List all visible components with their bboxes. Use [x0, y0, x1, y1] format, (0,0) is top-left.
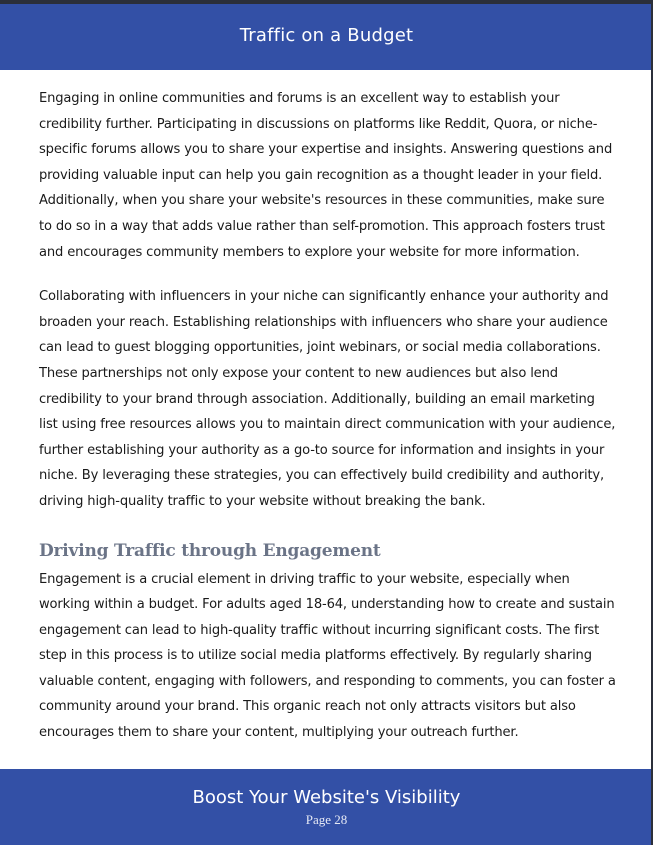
body-paragraph-1: Engaging in online communities and forums is an excellent way to establish your credibility further. Participating in discussions on platforms like Reddit, Quora, or niche-specific forums allows you to share your expertise and insights. Answering questions and providing valuable input can help you gain recognition as a thought leader in your field. Additionally, when you share your website's resources in these communities, make sure to do so in a way that adds value rather than self-promotion. This approach fosters trust and encourages community members to explore your website for more information.: [39, 91, 613, 260]
page-number: Page 28: [305, 812, 348, 827]
page-content: [39, 86, 617, 765]
section-paragraph: Engagement is a crucial element in driving traffic to your website, especially when working within a budget. For adults aged 18-64, understanding how to create and sustain engagement can lead to high-quality traffic without incurring significant costs. The first step in this process is to utilize social media platforms effectively. By regularly sharing valuable content, engaging with followers, and responding to comments, you can foster a community around your brand. This organic reach not only attracts visitors but also encourages them to share your content, multiplying your outreach further.: [39, 571, 616, 741]
footer-title: Boost Your Website's Visibility: [192, 787, 461, 808]
header-title: Traffic on a Budget: [239, 25, 414, 46]
body-paragraph-2: Collaborating with influencers in your niche can significantly enhance your authority and broaden your reach. Establishing relationships with influencers who share your audience can lead to guest blogging opportunities, joint webinars, or social media collaborations. These partnerships not only expose your content to new audiences but also lend credibility to your brand through association. Additionally, building an email marketing list using free resources allows you to maintain direct communication with your audience, further establishing your authority as a go-to source for information and insights in your niche. By leveraging these strategies, you can effectively build credibility and authority, driving high-quality traffic to your website without breaking the bank.: [39, 289, 616, 509]
page-header: [0, 4, 653, 70]
page-footer: [0, 769, 653, 845]
section-heading: Driving Traffic through Engagement: [39, 540, 381, 561]
